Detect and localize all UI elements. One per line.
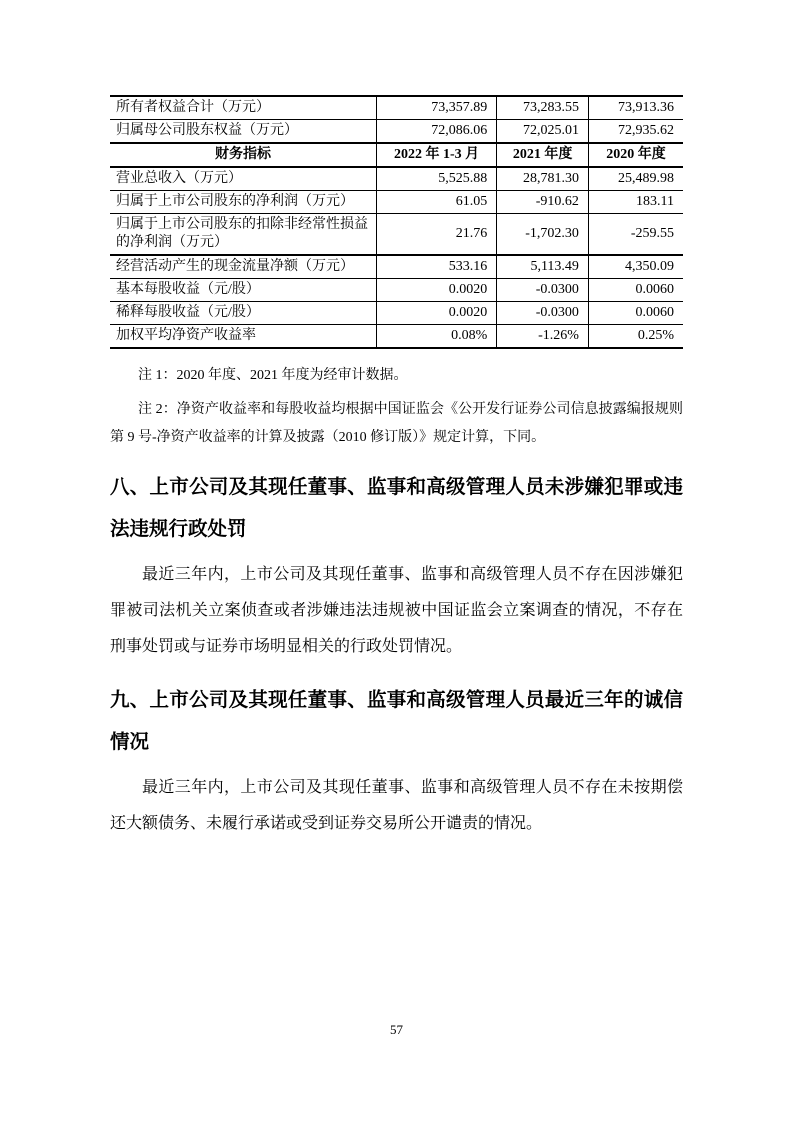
value-cell: 0.0060 (588, 302, 683, 325)
section-9-heading: 九、上市公司及其现任董事、监事和高级管理人员最近三年的诚信情况 (110, 689, 683, 753)
value-cell: 72,025.01 (497, 120, 589, 144)
value-cell: 5,113.49 (497, 255, 589, 279)
value-cell: 533.16 (376, 255, 496, 279)
section-8-paragraph: 最近三年内，上市公司及其现任董事、监事和高级管理人员不存在因涉嫌犯罪被司法机关立案侦查或者涉嫌违法违规被中国证监会立案调查的情况，不存在刑事处罚或与证券市场明显相关的行政处罚情况。 (110, 566, 683, 655)
row-label-cell: 营业总收入（万元） (110, 167, 376, 191)
header-cell-indicator: 财务指标 (110, 143, 376, 167)
value-cell: 72,086.06 (376, 120, 496, 144)
value-cell: 21.76 (376, 214, 496, 256)
table-row (110, 325, 683, 349)
row-label-cell: 归属于上市公司股东的净利润（万元） (110, 191, 376, 214)
value-cell: 0.0060 (588, 279, 683, 302)
value-cell: 73,913.36 (588, 96, 683, 120)
table-row (110, 255, 683, 279)
value-cell: 5,525.88 (376, 167, 496, 191)
row-label-cell: 经营活动产生的现金流量净额（万元） (110, 255, 376, 279)
value-cell: 25,489.98 (588, 167, 683, 191)
page-number: 57 (390, 1022, 403, 1037)
value-cell: -259.55 (588, 214, 683, 256)
header-cell-2022: 2022 年 1-3 月 (376, 143, 496, 167)
value-cell: 0.0020 (376, 302, 496, 325)
value-cell: 72,935.62 (588, 120, 683, 144)
value-cell: 61.05 (376, 191, 496, 214)
row-label-cell: 基本每股收益（元/股） (110, 279, 376, 302)
value-cell: -1,702.30 (497, 214, 589, 256)
header-cell-2020: 2020 年度 (588, 143, 683, 167)
value-cell: 0.0020 (376, 279, 496, 302)
table-row (110, 96, 683, 120)
table-row (110, 191, 683, 214)
table-row (110, 302, 683, 325)
section-9-paragraph: 最近三年内，上市公司及其现任董事、监事和高级管理人员不存在未按期偿还大额债务、未履行承诺或受到证券交易所公开谴责的情况。 (110, 779, 683, 832)
table-row (110, 120, 683, 144)
value-cell: 73,283.55 (497, 96, 589, 120)
value-cell: 28,781.30 (497, 167, 589, 191)
value-cell: 0.25% (588, 325, 683, 349)
value-cell: -0.0300 (497, 279, 589, 302)
table-header-row (110, 143, 683, 167)
row-label-cell: 归属于上市公司股东的扣除非经常性损益的净利润（万元） (110, 214, 376, 256)
value-cell: -910.62 (497, 191, 589, 214)
financial-table (110, 95, 683, 349)
row-label-cell: 加权平均净资产收益率 (110, 325, 376, 349)
value-cell: 0.08% (376, 325, 496, 349)
row-label-cell: 稀释每股收益（元/股） (110, 302, 376, 325)
value-cell: -1.26% (497, 325, 589, 349)
table-row (110, 279, 683, 302)
value-cell: 183.11 (588, 191, 683, 214)
table-row (110, 214, 683, 256)
content-area (110, 0, 683, 842)
row-label-cell: 归属母公司股东权益（万元） (110, 120, 376, 144)
note-1: 注 1：2020 年度、2021 年度为经审计数据。 (138, 368, 408, 383)
header-cell-2021: 2021 年度 (497, 143, 589, 167)
section-8-heading: 八、上市公司及其现任董事、监事和高级管理人员未涉嫌犯罪或违法违规行政处罚 (110, 476, 683, 540)
value-cell: -0.0300 (497, 302, 589, 325)
note-2: 注 2：净资产收益率和每股收益均根据中国证监会《公开发行证券公司信息披露编报规则第 9 号-净资产收益率的计算及披露（2010 修订版）》规定计算，下同。 (110, 402, 683, 445)
row-label-cell: 所有者权益合计（万元） (110, 96, 376, 120)
table-row (110, 167, 683, 191)
value-cell: 4,350.09 (588, 255, 683, 279)
value-cell: 73,357.89 (376, 96, 496, 120)
